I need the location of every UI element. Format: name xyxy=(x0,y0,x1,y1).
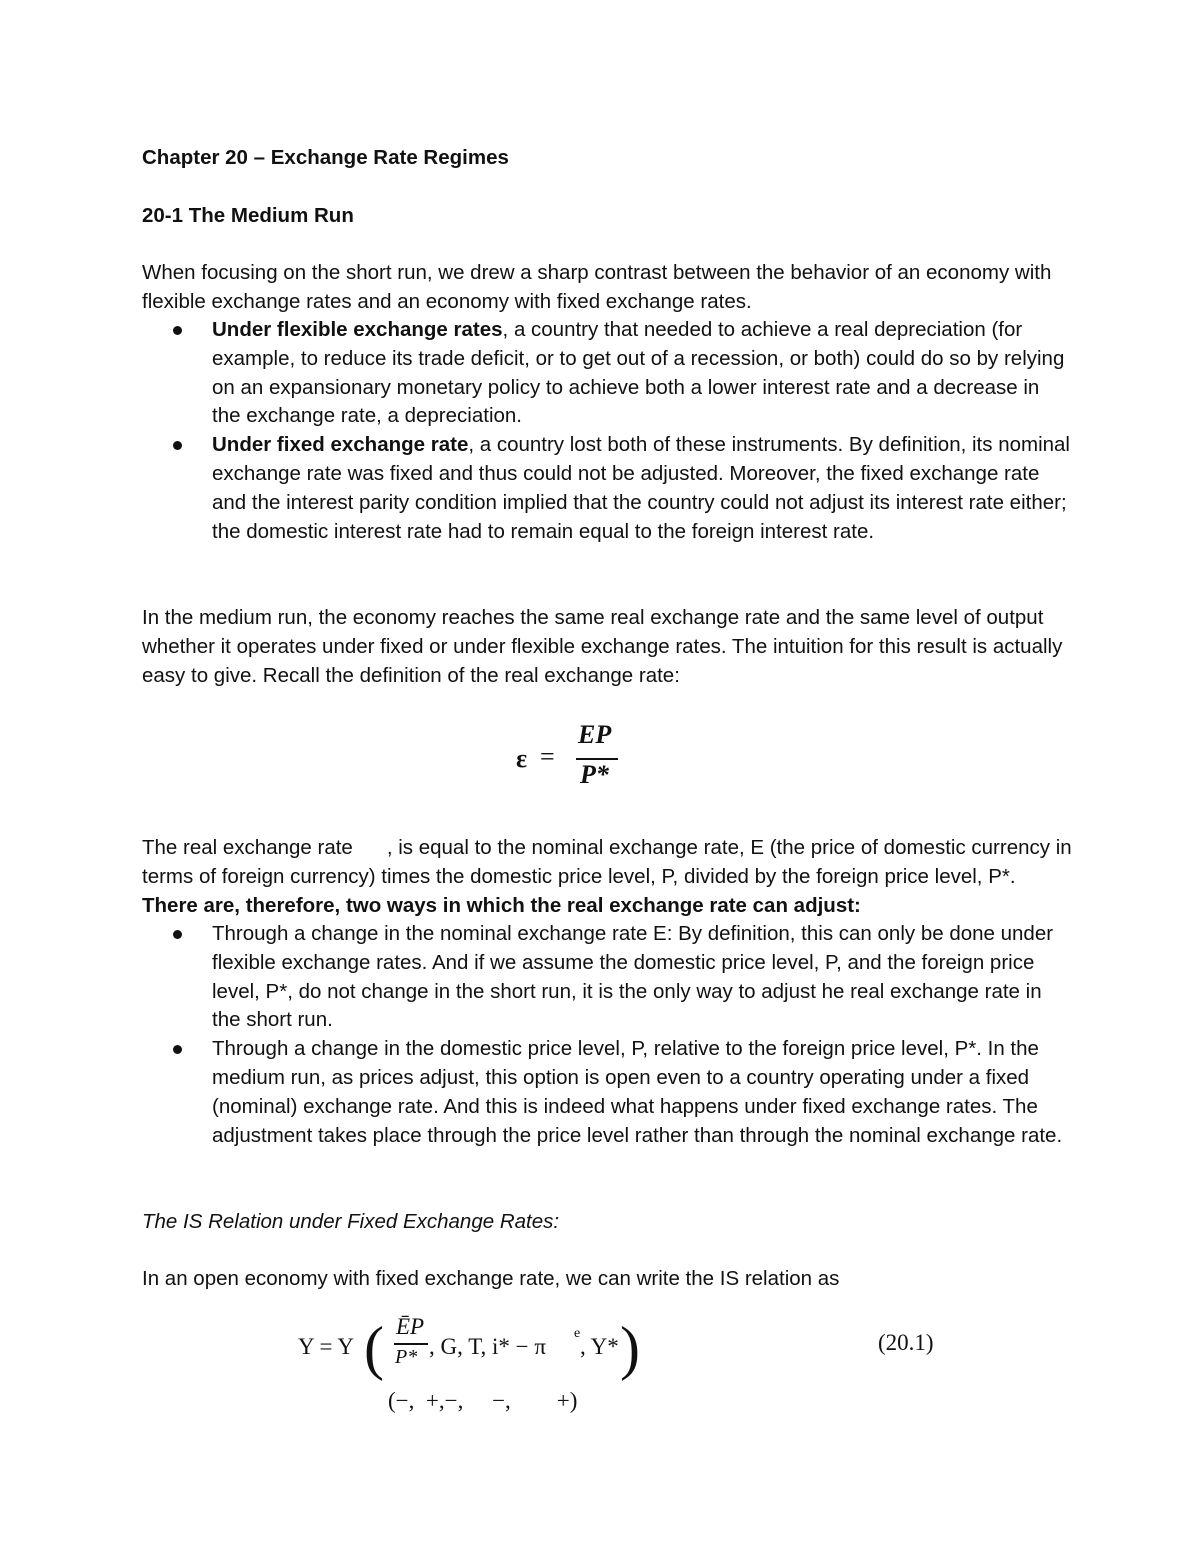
sign-row: (−, +,−, −, +) xyxy=(388,1388,578,1413)
list-item xyxy=(142,920,1072,1035)
paragraph-text: The real exchange rate xyxy=(142,836,353,859)
fraction-numerator: ĒP xyxy=(396,1314,425,1339)
equation-tail: , Y* xyxy=(580,1334,619,1359)
bullet-bold-lead: Under fixed exchange rate xyxy=(212,433,469,457)
equation-lhs: Y = Y xyxy=(298,1334,354,1359)
bullet-text: Through a change in the nominal exchange rate E: By definition, this can only be done under flexible exchange rates. And if we assume the domestic price level, P, and the foreign price level, P*, do not change in the short run, it is the only way to adjust he real exchange rate in the short run. xyxy=(212,922,1054,1032)
paragraph-intro: When focusing on the short run, we drew a sharp contrast between the behavior of an economy with flexible exchange rates and an economy with fixed exchange rates. xyxy=(142,261,1052,313)
fraction-denominator: P* xyxy=(580,760,609,789)
subheading-is-relation: The IS Relation under Fixed Exchange Rates: xyxy=(142,1210,560,1233)
left-paren: ( xyxy=(364,1315,384,1381)
bullet-text: , a country that needed to achieve a real depreciation (for example, to reduce its trade deficit, or to get out of a recession, or both) could do so by relying on an expansionary monetary policy to achieve both a lower interest rate and a decrease in the exchange rate, a depreciation. xyxy=(212,318,1065,428)
section-heading: 20-1 The Medium Run xyxy=(142,204,354,227)
bullet-icon xyxy=(173,441,182,450)
bullet-icon xyxy=(173,1045,182,1054)
list-item xyxy=(142,316,1072,431)
bullet-bold-lead: Under flexible exchange rates xyxy=(212,318,503,341)
bullet-list-adjustment xyxy=(142,920,1072,1150)
right-paren: ) xyxy=(620,1315,640,1381)
paragraph-real-rate xyxy=(142,834,1072,920)
equation-is-relation xyxy=(298,1310,658,1420)
paragraph-bold-text: There are, therefore, two ways in which the real exchange rate can adjust: xyxy=(142,893,861,917)
bullet-list-regimes xyxy=(142,316,1072,546)
superscript-e: e xyxy=(574,1326,581,1341)
bullet-icon xyxy=(173,930,182,939)
fraction-numerator: EP xyxy=(578,720,612,749)
paragraph-is-intro: In an open economy with fixed exchange rate, we can write the IS relation as xyxy=(142,1267,840,1290)
list-item xyxy=(142,1035,1072,1150)
fraction-bar xyxy=(394,1343,428,1345)
paragraph-medium-run: In the medium run, the economy reaches the same real exchange rate and the same level of output whether it operates under fixed or under flexible exchange rates. The intuition for this result is actually easy to give. Recall the definition of the real exchange rate: xyxy=(142,606,1063,687)
equals-sign: = xyxy=(540,742,555,771)
bullet-text: , a country lost both of these instruments. By definition, its nominal exchange rate was fixed and thus could not be adjusted. Moreover, the fixed exchange rate and the interest parity condition implied that the country could not adjust its interest rate either; the domestic interest rate had to remain equal to the foreign interest rate. xyxy=(212,433,1070,543)
chapter-title: Chapter 20 – Exchange Rate Regimes xyxy=(142,146,509,169)
fraction-denominator: P* xyxy=(395,1346,418,1368)
bullet-icon xyxy=(173,326,182,335)
equation-real-exchange-rate xyxy=(516,720,616,792)
paragraph-text: , is equal to the nominal exchange rate, E (the price of domestic currency in terms of foreign currency) times the domestic price level, P, divided by the foreign price level, P*. xyxy=(142,836,1072,888)
epsilon-symbol: ε xyxy=(516,744,528,773)
equation-args: , G, T, i* − π xyxy=(429,1334,547,1359)
list-item xyxy=(142,431,1072,546)
equation-number: (20.1) xyxy=(878,1330,934,1355)
bullet-text: Through a change in the domestic price level, P, relative to the foreign price level, P*. In the medium run, as prices adjust, this option is open even to a country operating under a fixed (nominal) exchange rate. And this is indeed what happens under fixed exchange rates. The adjustment takes place through the price level rather than through the nominal exchange rate. xyxy=(212,1037,1063,1147)
